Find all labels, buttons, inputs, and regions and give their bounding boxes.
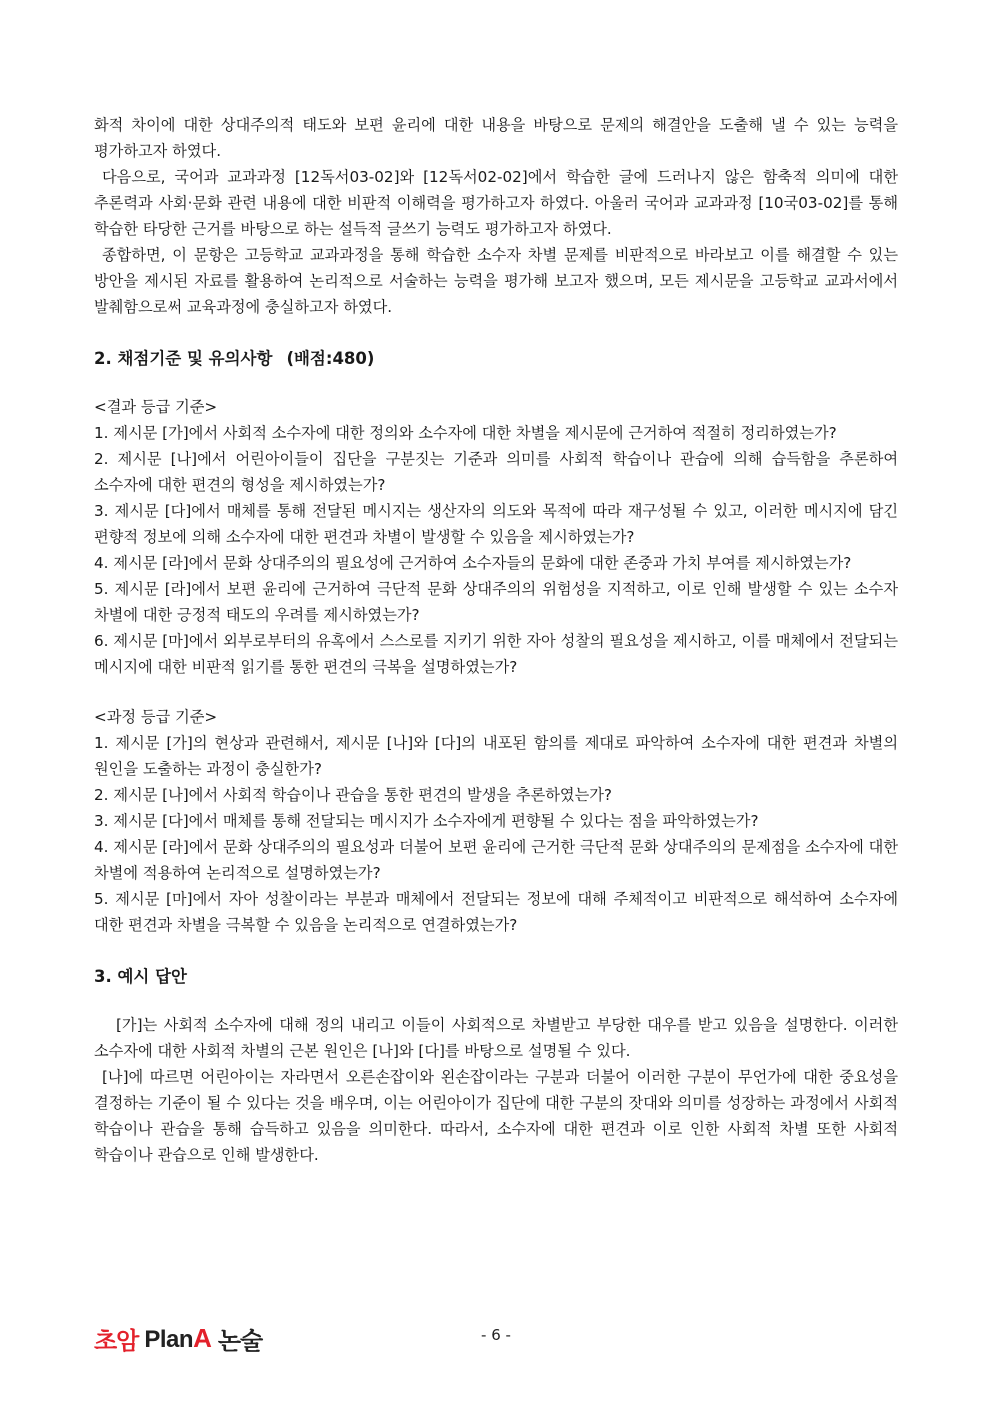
logo-text-plan: Plan [144, 1325, 194, 1353]
process-criterion: 3. 제시문 [다]에서 매체를 통해 전달되는 메시지가 소수자에게 편향될 수 있다는 점을 파악하였는가? [94, 812, 759, 830]
process-criteria-title: <과정 등급 기준> [94, 708, 218, 726]
sample-answer-paragraph-1: [가]는 사회적 소수자에 대해 정의 내리고 이들이 사회적으로 차별받고 부당한 대우를 받고 있음을 설명한다. 이러한 소수자에 대한 사회적 차별의 근본 원인은 [나]와 [다]를 바탕으로 설명될 수 있다. [94, 1016, 898, 1060]
result-criterion: 1. 제시문 [가]에서 사회적 소수자에 대한 정의와 소수자에 대한 차별을 제시문에 근거하여 적절히 정리하였는가? [94, 424, 837, 442]
logo-text-choam: 초암 [94, 1326, 139, 1355]
section-2-title: 2. 채점기준 및 유의사항 [94, 349, 273, 368]
process-criterion: 2. 제시문 [나]에서 사회적 학습이나 관습을 통한 편견의 발생을 추론하였는가? [94, 786, 612, 804]
section-3-title: 3. 예시 답안 [94, 967, 187, 986]
page-footer [94, 1318, 898, 1358]
page-number: - 6 - [481, 1326, 511, 1344]
process-criteria-list [94, 730, 898, 938]
logo-text-a: A [193, 1322, 212, 1353]
process-criterion: 1. 제시문 [가]의 현상과 관련해서, 제시문 [나]와 [다]의 내포된 함의를 제대로 파악하여 소수자에 대한 편견과 차별의 원인을 도출하는 과정이 충실한가? [94, 734, 898, 778]
result-criteria-title: <결과 등급 기준> [94, 398, 218, 416]
result-criterion: 3. 제시문 [다]에서 매체를 통해 전달된 메시지는 생산자의 의도와 목적에 따라 재구성될 수 있고, 이러한 메시지에 담긴 편향적 정보에 의해 소수자에 대한 편견과 차별이 발생할 수 있음을 제시하였는가? [94, 502, 898, 546]
section-2-heading [94, 346, 898, 372]
section-2-score: (배점:480) [286, 349, 375, 368]
result-criterion: 4. 제시문 [라]에서 문화 상대주의의 필요성에 근거하여 소수자들의 문화에 대한 존중과 가치 부여를 제시하였는가? [94, 554, 852, 572]
logo-text-nonsul: 논술 [217, 1326, 263, 1355]
sample-answer-paragraph-2: [나]에 따르면 어린아이는 자라면서 오른손잡이와 왼손잡이라는 구분과 더불어 이러한 구분이 무언가에 대한 중요성을 결정하는 기준이 될 수 있다는 것을 배우며, 이는 어린아이가 집단에 대한 구분의 잣대와 의미를 성장하는 과정에서 사회적 학습이나 관습을 통해 습득하고 있음을 의미한다. 따라서, 소수자에 대한 편견과 이로 인한 사회적 차별 또한 사회적 학습이나 관습으로 인해 발생한다. [94, 1068, 898, 1164]
result-criteria-list [94, 420, 898, 680]
spacer [94, 680, 898, 704]
intro-paragraph-1: 화적 차이에 대한 상대주의적 태도와 보편 윤리에 대한 내용을 바탕으로 문제의 해결안을 도출해 낼 수 있는 능력을 평가하고자 하였다. [94, 116, 898, 160]
section-3-heading [94, 964, 898, 990]
document-page [94, 112, 898, 1168]
result-criterion: 6. 제시문 [마]에서 외부로부터의 유혹에서 스스로를 지키기 위한 자아 성찰의 필요성을 제시하고, 이를 매체에서 전달되는 메시지에 대한 비판적 읽기를 통한 편견의 극복을 설명하였는가? [94, 632, 898, 676]
intro-paragraph-2: 다음으로, 국어과 교과과정 [12독서03-02]와 [12독서02-02]에서 학습한 글에 드러나지 않은 함축적 의미에 대한 추론력과 사회·문화 관련 내용에 대한 비판적 이해력을 평가하고자 하였다. 아울러 국어과 교과과정 [10국03-02]를 통해 학습한 타당한 근거를 바탕으로 하는 설득적 글쓰기 능력도 평가하고자 하였다. [94, 168, 898, 238]
intro-paragraph-3: 종합하면, 이 문항은 고등학교 교과과정을 통해 학습한 소수자 차별 문제를 비판적으로 바라보고 이를 해결할 수 있는 방안을 제시된 자료를 활용하여 논리적으로 서술하는 능력을 평가해 보고자 했으며, 모든 제시문을 고등학교 교과서에서 발췌함으로써 교육과정에 충실하고자 하였다. [94, 246, 898, 316]
process-criterion: 4. 제시문 [라]에서 문화 상대주의의 필요성과 더불어 보편 윤리에 근거한 극단적 문화 상대주의의 문제점을 소수자에 대한 차별에 적용하여 논리적으로 설명하였는가? [94, 838, 898, 882]
result-criterion: 2. 제시문 [나]에서 어린아이들이 집단을 구분짓는 기준과 의미를 사회적 학습이나 관습에 의해 습득함을 추론하여 소수자에 대한 편견의 형성을 제시하였는가? [94, 450, 898, 494]
result-criterion: 5. 제시문 [라]에서 보편 윤리에 근거하여 극단적 문화 상대주의의 위험성을 지적하고, 이로 인해 발생할 수 있는 소수자 차별에 대한 긍정적 태도의 우려를 제시하였는가? [94, 580, 898, 624]
process-criterion: 5. 제시문 [마]에서 자아 성찰이라는 부분과 매체에서 전달되는 정보에 대해 주체적이고 비판적으로 해석하여 소수자에 대한 편견과 차별을 극복할 수 있음을 논리적으로 연결하였는가? [94, 890, 898, 934]
